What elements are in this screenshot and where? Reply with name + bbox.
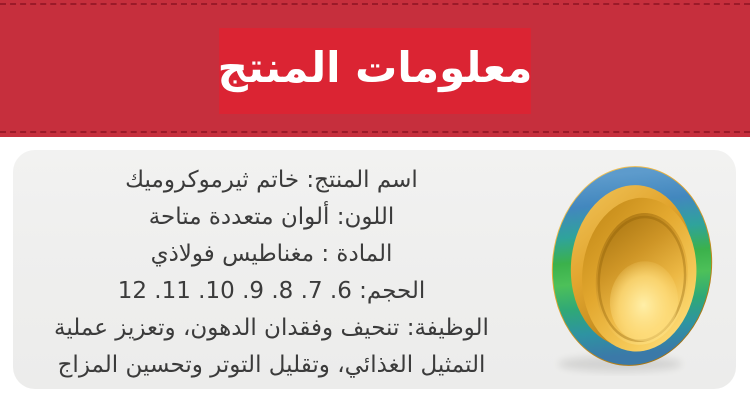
detail-color: اللون: ألوان متعددة متاحة <box>148 204 395 230</box>
detail-material: المادة : مغناطيس فولاذي <box>150 241 393 267</box>
ring-image <box>548 162 720 376</box>
product-card <box>13 150 736 389</box>
stitch-line-bottom <box>0 131 750 133</box>
detail-size: الحجم: 6. 7. 8. 9. 10. 11. 12 <box>117 278 426 304</box>
detail-function: الوظيفة: تنحيف وفقدان الدهون، وتعزيز عملية التمثيل الغذائي، وتقليل التوتر وتحسين المزاج <box>54 315 489 378</box>
detail-product-name: اسم المنتج: خاتم ثيرموكروميك <box>125 167 418 193</box>
ring-body <box>548 162 720 373</box>
product-image <box>538 150 736 389</box>
product-details <box>13 150 538 389</box>
page-title: معلومات المنتج <box>217 43 533 93</box>
product-info-banner <box>0 0 750 137</box>
stitch-line-top <box>0 3 750 5</box>
